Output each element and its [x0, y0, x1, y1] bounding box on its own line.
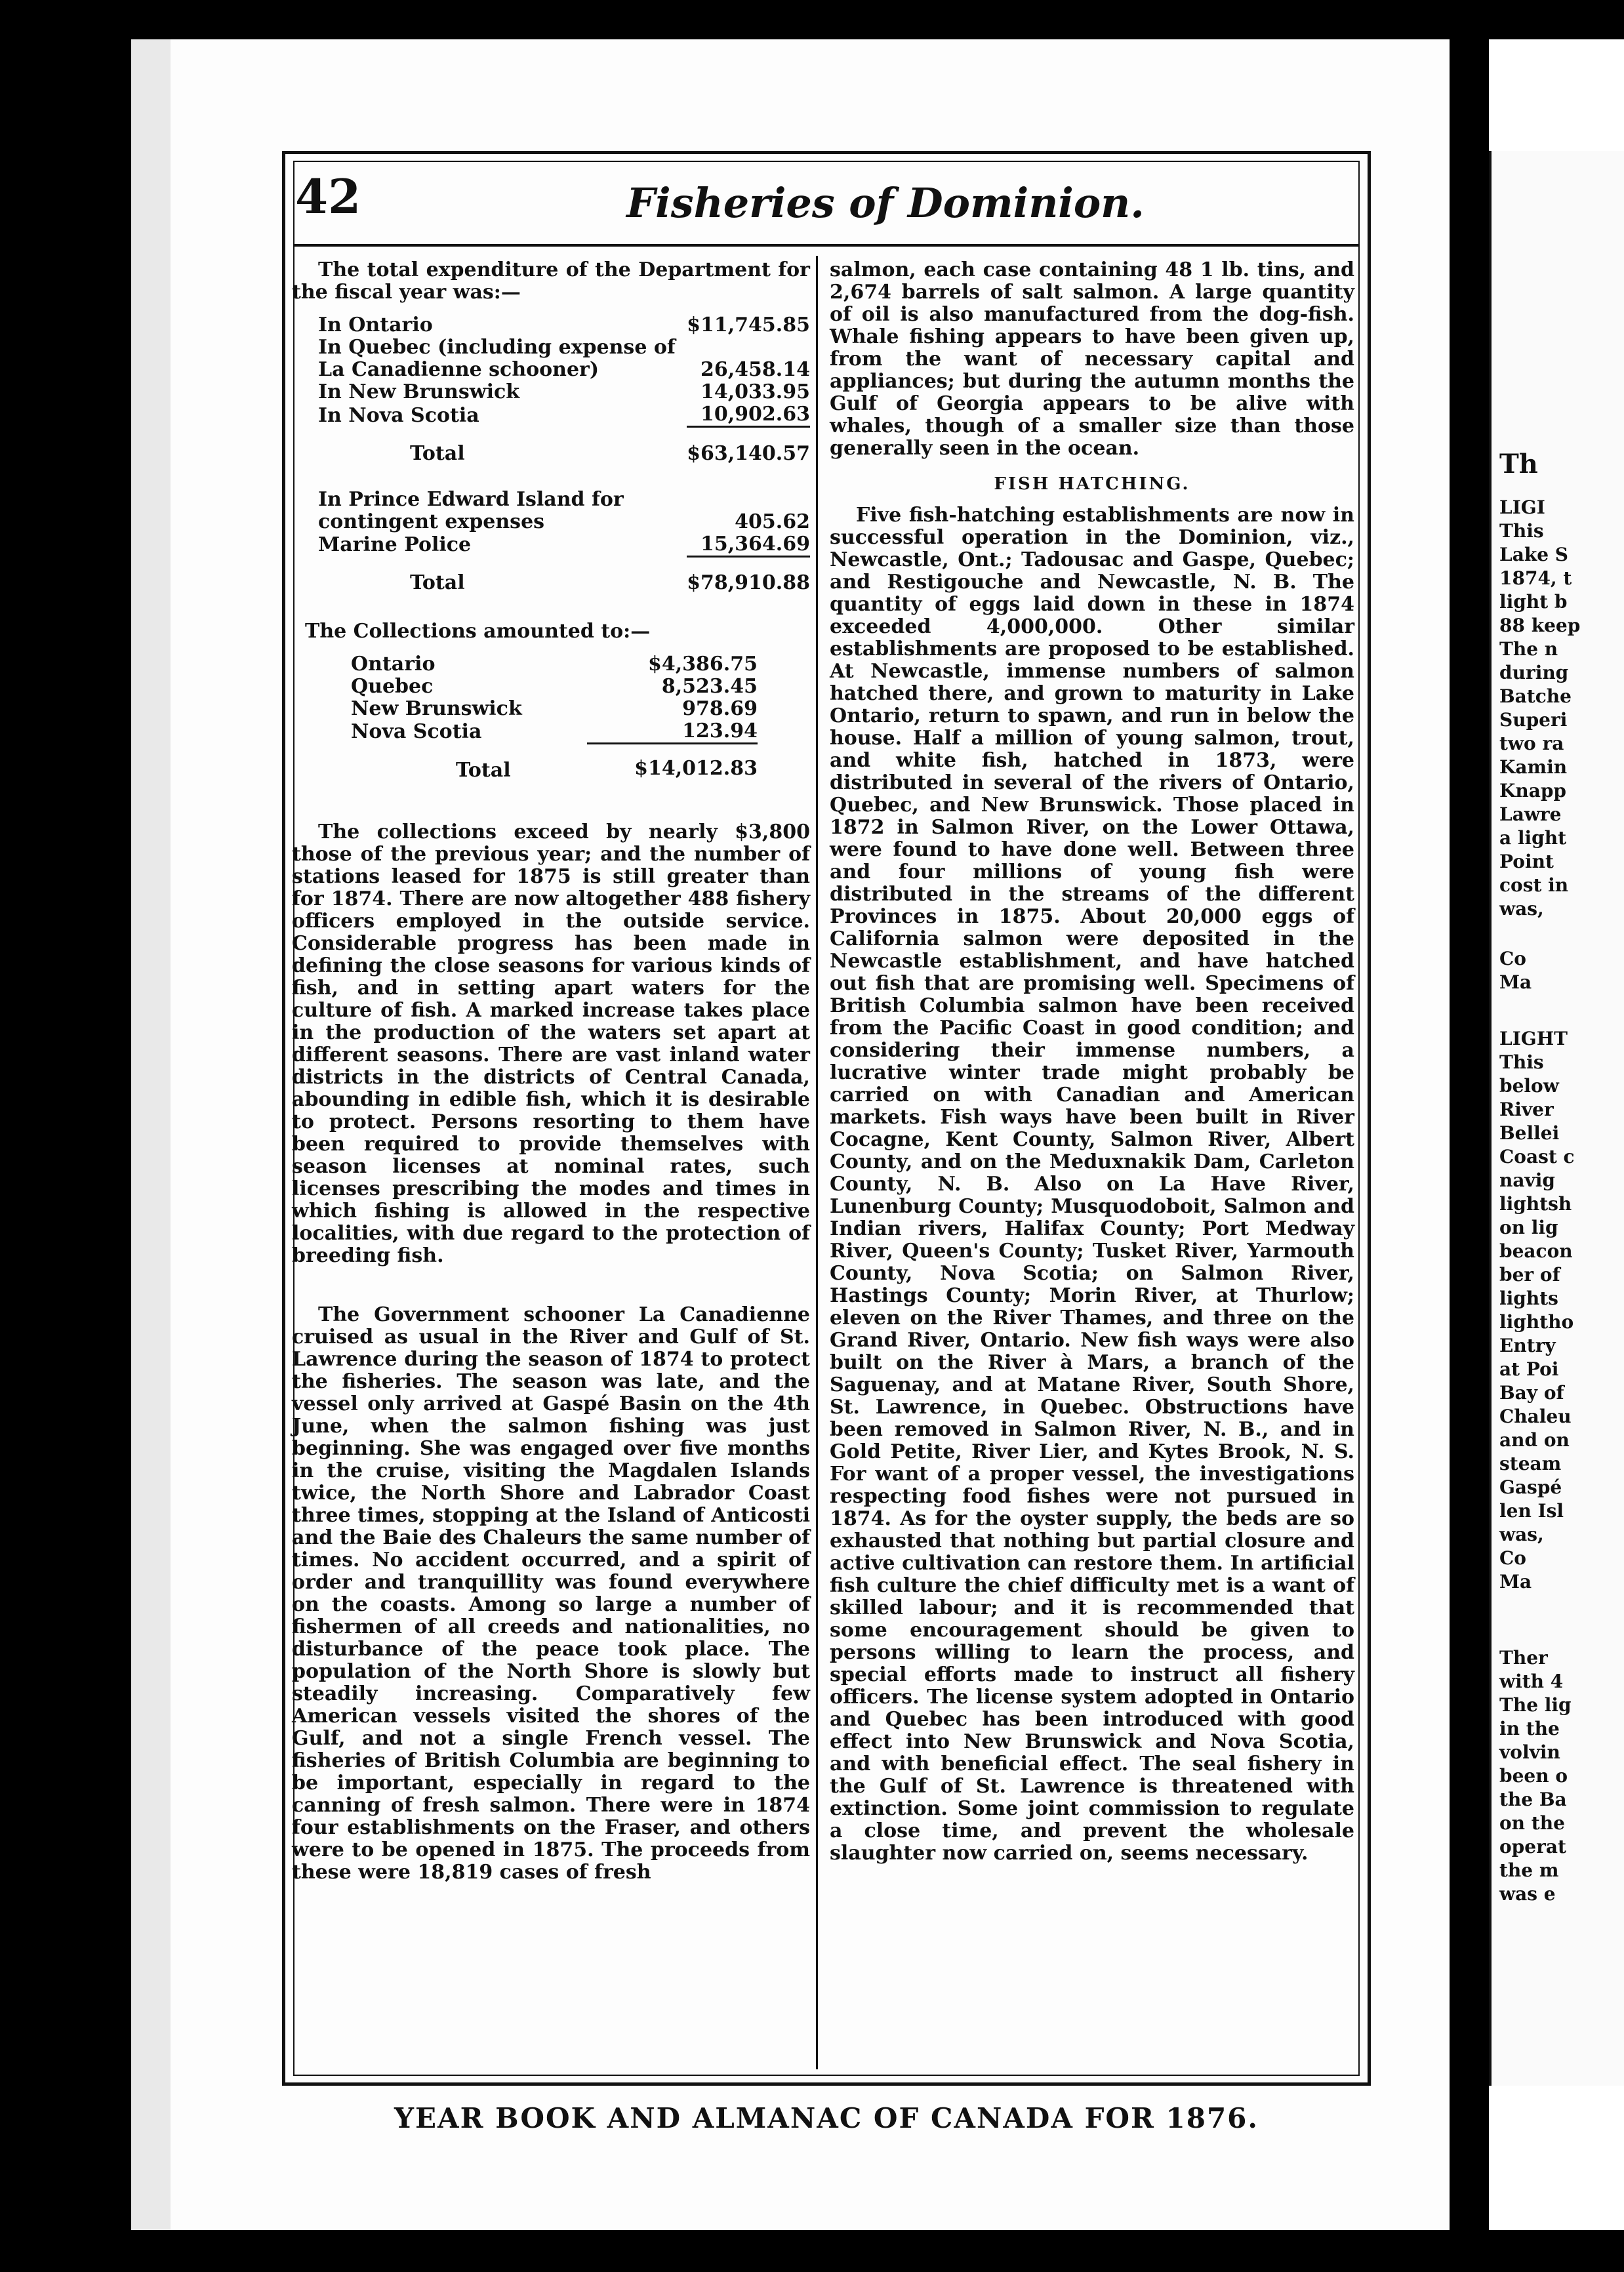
adjacent-page-fragment: volvin [1499, 1741, 1560, 1763]
adjacent-page-fragment: Bay of [1499, 1382, 1564, 1404]
collections-total-amount: $14,012.83 [587, 744, 758, 782]
expenditure-amount: 15,364.69 [700, 532, 810, 556]
right-column [830, 259, 1354, 1865]
table-row [351, 698, 758, 720]
expenditure-label: In Prince Edward Island for contingent expenses [318, 487, 624, 533]
collections-intro: The Collections amounted to:— [305, 620, 651, 643]
left-column [292, 259, 810, 1884]
expenditure-total-label: Total [410, 441, 465, 465]
adjacent-page-fragment: on the [1499, 1812, 1565, 1834]
adjacent-page-fragment: This [1499, 520, 1544, 542]
expenditure-label: In New Brunswick [318, 380, 520, 403]
adjacent-page-fragment: beacon [1499, 1240, 1573, 1262]
adjacent-page-fragment: Co [1499, 1547, 1526, 1569]
adjacent-page-fragment: operat [1499, 1836, 1566, 1857]
adjacent-page-fragment: below [1499, 1075, 1559, 1097]
page-gutter [131, 39, 171, 2230]
adjacent-page-fragment: Superi [1499, 709, 1568, 731]
grand-total-amount: $78,910.88 [687, 556, 810, 594]
collections-label: Quebec [351, 675, 434, 698]
adjacent-page-fragment: lights [1499, 1288, 1558, 1309]
adjacent-page-fragment: LIGHT [1499, 1028, 1568, 1049]
collections-label: Ontario [351, 653, 436, 676]
scan-border-bottom [0, 2230, 1624, 2272]
collections-amount: 123.94 [682, 720, 758, 742]
book-footer-title: YEAR BOOK AND ALMANAC OF CANADA FOR 1876. [394, 2102, 1259, 2134]
table-row [292, 533, 810, 557]
expenditure-label: In Quebec (including expense of La Canadienne schooner) [318, 336, 676, 381]
adjacent-page-fragment: The lig [1499, 1694, 1572, 1716]
adjacent-page-fragment: Ma [1499, 1571, 1532, 1592]
adjacent-page-fragment: was, [1499, 1524, 1544, 1545]
expenditure-label: Marine Police [318, 533, 472, 556]
expenditure-table [292, 314, 810, 594]
expenditure-label: In Nova Scotia [318, 403, 479, 427]
adjacent-page-fragment: Knapp [1499, 780, 1566, 801]
table-row [351, 720, 758, 744]
adjacent-page-fragment: Th [1499, 449, 1538, 479]
adjacent-page-fragment: Ther [1499, 1647, 1548, 1669]
adjacent-page-fragment: Lawre [1499, 803, 1562, 825]
adjacent-page-fragment: River [1499, 1099, 1554, 1120]
expenditure-intro: The total expenditure of the Department for the fiscal year was:— [292, 258, 810, 304]
expenditure-label: In Ontario [318, 314, 433, 336]
collections-paragraph: The collections exceed by nearly $3,800 those of the previous year; and the number of stations leased for 1875 is still greater than for 1874. There are now altogether 488 fishery officers employed in the outside service. Considerable progress has been made in defining the close seasons for various kinds of fish, and in setting apart waters for the culture of fish. A marked increase takes place in the production of the waters set apart at different seasons. There are vast inland water districts in the districts of Central Canada, abounding in edible fish, which it is desirable to protect. Persons resorting to them have been required to provide themselves with season licenses at nominal rates, such licenses prescribing the modes and times in which fishing is allowed in the respective localities, with due regard to the protection of breeding fish. [292, 820, 810, 1267]
adjacent-page-fragment: Batche [1499, 685, 1572, 707]
collections-amount: $4,386.75 [647, 653, 758, 676]
expenditure-amount: 26,458.14 [700, 358, 810, 381]
adjacent-page-fragment: Entry [1499, 1335, 1556, 1356]
adjacent-page-fragment: a light [1499, 827, 1567, 849]
collections-label: New Brunswick [351, 697, 522, 720]
adjacent-page-fragment: on lig [1499, 1217, 1558, 1238]
scan-border-top [0, 0, 1624, 39]
expenditure-total-amount: $63,140.57 [687, 427, 810, 465]
section-heading-fish-hatching: FISH HATCHING. [994, 474, 1190, 494]
continuation-paragraph: salmon, each case containing 48 1 lb. tins, and 2,674 barrels of salt salmon. A large quantity of oil is also manufactured from the dog-fish. Whale fishing appears to have been given up, from the want of necessary capital and appliances; but during the autumn months the Gulf of Georgia appears to be alive with whales, though of a smaller size than those generally seen in the ocean. [830, 258, 1354, 460]
table-row [292, 336, 810, 381]
adjacent-page-fragment: during [1499, 662, 1569, 683]
adjacent-page-fragment: been o [1499, 1765, 1568, 1787]
expenditure-amount: 10,902.63 [700, 403, 810, 426]
adjacent-page-fragment: was, [1499, 898, 1544, 920]
adjacent-page-fragment: The n [1499, 638, 1558, 660]
schooner-paragraph: The Government schooner La Canadienne cruised as usual in the River and Gulf of St. Lawrence during the season of 1874 to protect the fisheries. The season was late, and the vessel only arrived at Gaspé Basin on the 4th June, when the salmon fishing was just beginning. She was engaged over five months in the cruise, visiting the Magdalen Islands twice, the North Shore and Labrador Coast three times, stopping at the Island of Anticosti and the Baie des Chaleurs the same number of times. No accident occurred, and a spirit of order and tranquillity was found everywhere on the coasts. Among so large a number of fishermen of all creeds and nationalities, no disturbance of the peace took place. The population of the North Shore is slowly but steadily increasing. Comparatively few American vessels visited the shores of the Gulf, and not a single French vessel. The fisheries of British Columbia are beginning to be important, especially in regard to the canning of fresh salmon. There were in 1874 four establishments on the Fraser, and others were to be opened in 1875. The proceeds from these were 18,819 cases of fresh [292, 1303, 810, 1884]
adjacent-page-fragment: len Isl [1499, 1500, 1564, 1522]
adjacent-page-fragment: Bellei [1499, 1122, 1560, 1144]
adjacent-page-fragment: Coast c [1499, 1146, 1575, 1167]
collections-total-label: Total [456, 758, 511, 782]
adjacent-page-fragment: and on [1499, 1429, 1570, 1451]
grand-total-label: Total [410, 571, 465, 594]
adjacent-page-fragment: Ma [1499, 971, 1532, 993]
running-title: Fisheries of Dominion. [626, 179, 1145, 227]
adjacent-page-fragment: was e [1499, 1883, 1556, 1905]
fish-hatching-paragraph: Five fish-hatching establishments are now in successful operation in the Dominion, viz., Newcastle, Ont.; Tadousac and Gaspe, Quebec; and Restigouche and Newcastle, N. B. The quantity of eggs laid down in these in 1874 exceeded 4,000,000. Other similar establishments are proposed to be established. At Newcastle, immense numbers of salmon hatched there, and grown to maturity in Lake Ontario, return to spawn, and run in below the house. Half a million of young salmon, trout, and white fish, hatched in 1873, were distributed in several of the rivers of Ontario, Quebec, and New Brunswick. Those placed in 1872 in Salmon River, on the Lower Ottawa, were found to have done well. Between three and four millions of young fish were distributed in the streams of the different Provinces in 1875. About 20,000 eggs of California salmon were deposited in the Newcastle establishment, and have hatched out fish that are promising well. Specimens of British Columbia salmon have been received from the Pacific Coast in good condition; and considering their immense numbers, a lucrative winter trade might probably be carried on with Canadian and American markets. Fish ways have been built in River Cocagne, Kent County, Salmon River, Albert County, and on the Meduxnakik Dam, Carleton County, N. B. Also on La Have River, Lunenburg County; Musquodoboit, Salmon and Indian rivers, Halifax County; Port Medway River, Queen's County; Tusket River, Yarmouth County, Nova Scotia; on Salmon River, Hastings County; Morin River, at Thurlow; eleven on the River Thames, and three on the Grand River, Ontario. New fish ways were also built on the River à Mars, a branch of the Saguenay, and at Matane River, South Shore, St. Lawrence, in Quebec. Obstructions have been removed in Salmon River, N. B., and in Gold Petite, River Lier, and Kytes Brook, N. S. For want of a proper vessel, the investigations respecting food fishes were not pursued in 1874. As for the oyster supply, the beds are so exhausted that nothing but partial closure and active cultivation can restore them. In artificial fish culture the chief difficulty met is a want of skilled labour; and it is recommended that some encouragement should be given to persons willing to learn the process, and special efforts made to instruct all fishery officers. The license system adopted in Ontario and Quebec has been introduced with good effect into New Brunswick and Nova Scotia, and with beneficial effect. The seal fishery in the Gulf of St. Lawrence is threatened with extinction. Some joint commission to regulate a close time, and prevent the wholesale slaughter now carried on, seems necessary. [830, 504, 1354, 1865]
table-row [351, 744, 758, 782]
adjacent-page-fragment: navig [1499, 1169, 1555, 1191]
scan-border-left [0, 0, 131, 2272]
adjacent-page-fragment: LIGI [1499, 497, 1545, 518]
table-row [292, 314, 810, 336]
adjacent-page-fragment: This [1499, 1051, 1544, 1073]
table-row [292, 427, 810, 465]
adjacent-page-fragment: in the [1499, 1718, 1560, 1739]
adjacent-page-edge [1489, 151, 1624, 2086]
table-row [351, 653, 758, 676]
adjacent-page-fragment: with 4 [1499, 1671, 1564, 1692]
adjacent-page-fragment: Gaspé [1499, 1476, 1562, 1498]
collections-label: Nova Scotia [351, 720, 482, 743]
table-row [292, 403, 810, 427]
table-row [351, 676, 758, 698]
adjacent-page-fragment: cost in [1499, 874, 1569, 896]
collections-table [351, 653, 758, 782]
adjacent-page-fragment: the Ba [1499, 1789, 1567, 1810]
table-row [292, 556, 810, 594]
adjacent-page-fragment: ber of [1499, 1264, 1560, 1286]
header-rule [293, 244, 1360, 247]
adjacent-page-fragment: 88 keep [1499, 615, 1581, 636]
adjacent-page-fragment: the m [1499, 1859, 1559, 1881]
adjacent-page-fragment: Kamin [1499, 756, 1568, 778]
adjacent-page-fragment: light b [1499, 591, 1568, 613]
column-divider [816, 256, 818, 2069]
expenditure-amount: 14,033.95 [700, 380, 810, 403]
adjacent-page-fragment: Point [1499, 851, 1554, 872]
adjacent-page-fragment: at Poi [1499, 1358, 1559, 1380]
expenditure-amount: 405.62 [735, 510, 810, 533]
adjacent-page-fragment: 1874, t [1499, 567, 1572, 589]
table-row [292, 381, 810, 403]
page-number: 42 [295, 169, 361, 224]
adjacent-page-fragment: Co [1499, 948, 1526, 969]
collections-amount: 8,523.45 [661, 675, 758, 698]
adjacent-page-fragment: lightho [1499, 1311, 1574, 1333]
adjacent-page-fragment: steam [1499, 1453, 1562, 1474]
adjacent-page-fragment: Lake S [1499, 544, 1569, 565]
table-row [292, 465, 810, 533]
scan-binding-shadow [1450, 0, 1489, 2272]
adjacent-page-fragment: Chaleu [1499, 1406, 1572, 1427]
collections-amount: 978.69 [682, 697, 758, 720]
adjacent-page-fragment: lightsh [1499, 1193, 1572, 1215]
expenditure-amount: $11,745.85 [687, 314, 810, 336]
adjacent-page-fragment: two ra [1499, 733, 1564, 754]
